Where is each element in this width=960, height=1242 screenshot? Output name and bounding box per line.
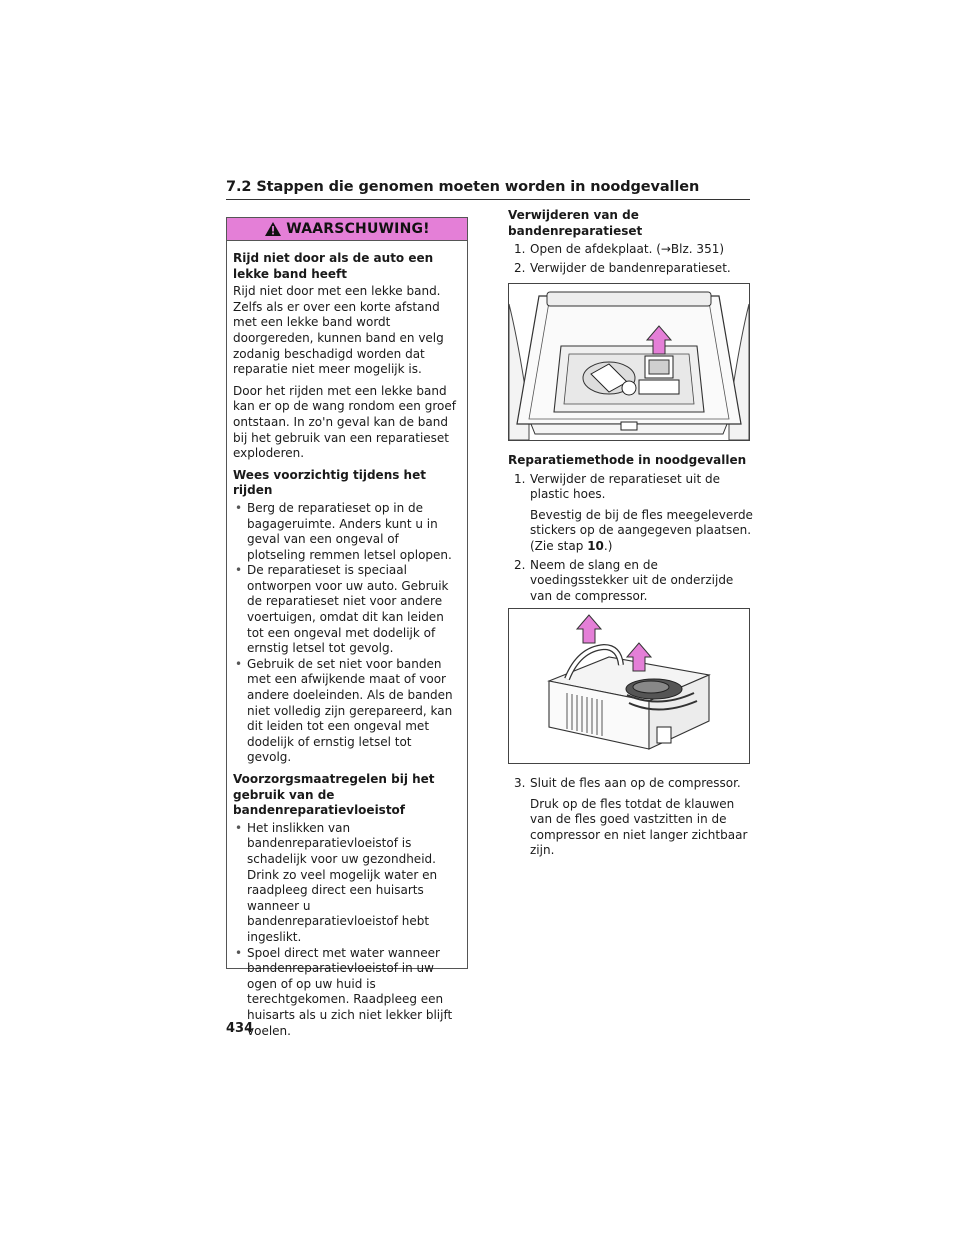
- removal-section: [508, 208, 754, 279]
- compressor-illustration: [508, 608, 750, 764]
- step-number: 1.: [514, 242, 526, 257]
- warning-paragraph: Door het rijden met een lekke band kan er op de wang rondom een groef ontstaan. In zo'n geval kan de band bij het gebruik van een reparatieset exploderen.: [233, 383, 456, 461]
- warning-heading: Voorzorgsmaatregelen bij het gebruik van de bandenreparatievloeistof: [233, 772, 435, 818]
- step-text: Verwijder de reparatieset uit de plastic hoes.: [530, 471, 720, 502]
- step-item: [508, 558, 754, 605]
- section-title: 7.2 Stappen die genomen moeten worden in noodgevallen: [226, 179, 700, 195]
- repair-section: [508, 453, 754, 607]
- removal-heading: Verwijderen van de bandenreparatieset: [508, 208, 643, 238]
- step-item: [508, 242, 754, 258]
- warning-paragraph: Rijd niet door met een lekke band. Zelfs als er over een korte afstand met een lekke band wordt doorgereden, kunnen band en velg zodanig beschadigd worden dat reparatie niet meer mogelijk is.: [233, 284, 444, 377]
- list-item: • Het inslikken van bandenreparatievloeistof is schadelijk voor uw gezondheid. Drink zo veel mogelijk water en raadpleeg direct een huisarts wanneer u bandenreparatievloeistof hebt ingeslikt.: [233, 821, 459, 946]
- step-number: 3.: [514, 776, 526, 790]
- warning-list: [233, 821, 459, 1039]
- step-note: Druk op de fles totdat de klauwen van de fles goed vastzitten in de compressor en niet langer zichtbaar zijn.: [530, 796, 748, 858]
- connect-section: [508, 776, 754, 862]
- trunk-illustration: [508, 283, 750, 441]
- warning-heading: Wees voorzichtig tijdens het rijden: [233, 467, 426, 498]
- list-item: • Berg de reparatieset op in de bagageruimte. Anders kunt u in geval van een ongeval of plotseling remmen letsel oplopen.: [233, 501, 459, 563]
- warning-body: [227, 241, 467, 1039]
- repair-heading: Reparatiemethode in noodgevallen: [508, 453, 747, 467]
- step-note: Bevestig de bij de fles meegeleverde stickers op de aangegeven plaatsen. (Zie stap 10.): [530, 507, 753, 553]
- warning-header: [227, 218, 467, 241]
- step-number: 2.: [514, 557, 526, 572]
- warning-title: WAARSCHUWING!: [286, 221, 430, 237]
- step-number: 1.: [514, 471, 526, 486]
- list-item: • Gebruik de set niet voor banden met een afwijkende maat of voor andere doeleinden. Als de banden niet volledig zijn gerepareerd, kan dit leiden tot een ongeval met dodelijk of ernstig letsel tot gevolg.: [233, 657, 459, 766]
- page-number: 434: [226, 1021, 254, 1036]
- page-header: [226, 179, 750, 200]
- step-text: Open de afdekplaat. (→Blz. 351): [530, 242, 725, 257]
- step-item: [508, 472, 754, 503]
- step-number: 2.: [514, 260, 526, 275]
- warning-list: [233, 501, 459, 766]
- step-text: Verwijder de bandenreparatieset.: [530, 260, 731, 275]
- list-item: • De reparatieset is speciaal ontworpen voor uw auto. Gebruik de reparatieset niet voor andere voertuigen, omdat dit kan leiden tot een ongeval met dodelijk of ernstig letsel tot gevolg.: [233, 563, 459, 657]
- step-text: Sluit de fles aan op de compressor.: [530, 776, 741, 790]
- warning-heading: Rijd niet door als de auto een lekke band heeft: [233, 251, 434, 281]
- step-item: [508, 261, 754, 277]
- step-item: [508, 776, 754, 792]
- warning-triangle-icon: [264, 221, 282, 237]
- step-text: Neem de slang en de voedingsstekker uit de onderzijde van de compressor.: [530, 557, 734, 603]
- list-item: • Spoel direct met water wanneer bandenreparatievloeistof in uw ogen of op uw huid is terechtgekomen. Raadpleeg een huisarts als u zich niet lekker blijft voelen.: [233, 946, 459, 1040]
